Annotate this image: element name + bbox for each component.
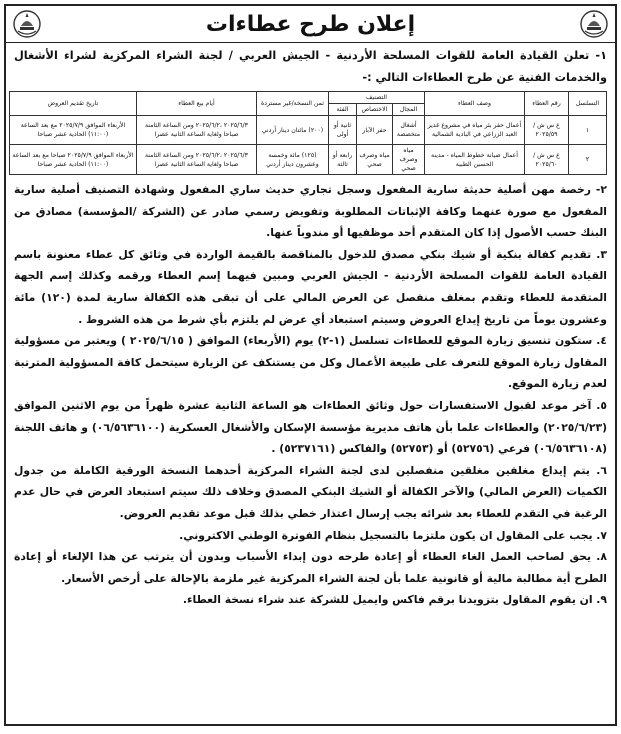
- cell-tender-no: ع س ش / ٢٠٢٥/٦٠: [525, 145, 569, 175]
- condition-item: ٧. يجب على المقاول ان يكون ملتزما بالتسجيل بنظام الفوترة الوطني الاكتروني.: [179, 528, 607, 542]
- cell-description: أعمال حفر بئر مياه في مشروع غدير العبد الزراعي في البادية الشمالية: [425, 116, 525, 145]
- condition-item: ٦. يتم إيداع مغلفين مغلقين منفصلين لدى لجنة الشراء المركزية أحدهما النسخة الورقية الكاملة من جدول الكميات (العرض المالي) والآخر الكفالة أو الشيك البنكي المصدق وخلاف ذلك سيتم استبعاد العرض في حال عدم الرغبة في التقدم للعطاء بعد شرائه يجب إرسال اعتذار خطي بذلك قبل موعد تقديم العروض.: [14, 463, 607, 520]
- cell-category: رابعة أو ثالثة: [328, 145, 356, 175]
- header-copy-price: ثمن النسخة/غير مستردة: [256, 92, 328, 116]
- tenders-table: [9, 91, 607, 175]
- condition-item: ٨. يحق لصاحب العمل الغاء العطاء أو إعادة طرحه دون إبداء الأسباب وبدون أن يترتب عن هذا الإلغاء أو إعادة الطرح أية مطالبة مالية أو قانونية علما بأن لجنة الشراء المركزية غير ملزمة بالإحالة على أرخص الأسعار.: [14, 550, 607, 585]
- cell-submission: الأربعاء الموافق ٢٠٢٥/٧/٩ صباحا مع بعد الساعة (١١:٠٠) الحادية عشر صباحا: [9, 145, 136, 175]
- condition-item: ٩. ان يقوم المقاول بتزويدنا برقم فاكس وايميل للشركة عند شراء نسخة العطاء.: [182, 593, 607, 607]
- cell-copy-price: (١٢٥) مائة وخمسة وعشرون دينار أردني: [256, 145, 328, 175]
- table-row: [9, 145, 606, 175]
- cell-submission: الأربعاء الموافق ٢٠٢٥/٧/٩ مع بعد الساعة (١١:٠٠) الحادية عشر صباحا: [9, 116, 136, 145]
- cell-seq: ٢: [569, 145, 607, 175]
- cell-description: أعمال صيانة خطوط المياه - مدينة الحسين الطبية: [425, 145, 525, 175]
- table-header-row: [9, 92, 606, 104]
- header-seq: التسلسل: [569, 92, 607, 116]
- table-row: [9, 116, 606, 145]
- header-sale-days: أيام بيع العطاء: [136, 92, 256, 116]
- cell-field: مياه وصرف صحي: [393, 145, 425, 175]
- cell-specialty: مياه وصرف صحي: [357, 145, 393, 175]
- cell-specialty: حفر الآبار: [357, 116, 393, 145]
- condition-item: ٣. تقديم كفالة بنكية أو شيك بنكي مصدق للدخول بالمناقصة بالقيمة الواردة في وثائق كل عطاء معنونة باسم القيادة العامة للقوات المسلحة الأردنية - الجيش العربي ومبين فيهما إسم العطاء ورقمه وكذلك إسم الجهة المتقدمة للعطاء وتقدم بمغلف منفصل عن العرض المالي على أن تبقى هذه الكفالة سارية لمدة (١٢٠) مائة وعشرون يوماً من تاريخ إيداع العروض وسيتم استبعاد أي عرض لم يلتزم بأي شرط من هذه الشروط .: [14, 247, 607, 326]
- cell-tender-no: ع س ش / ٢٠٢٥/٥٩: [525, 116, 569, 145]
- army-emblem-icon: [12, 9, 42, 39]
- announcement-header: [6, 6, 615, 43]
- header-category: الفئة: [328, 104, 356, 116]
- cell-copy-price: (٢٠٠) مائتان دينار أردني: [256, 116, 328, 145]
- header-tender-no: رقم العطاء: [525, 92, 569, 116]
- cell-field: أشغال متخصصة: [393, 116, 425, 145]
- condition-item: ٥. آخر موعد لقبول الاستفسارات حول وثائق العطاءات هو الساعة الثانية عشرة ظهراً من يوم الاثنين الموافق (٢٠٢٥/٦/٢٣) والعطاءات علما بأن هاتف مديرية مؤسسة الإسكان والأشغال العسكرية (٠٦/٥٦٣٦١٠٠) و هاتف اللجنة (٠٦/٥٦٣٦١٠٨) فرعي (٥٢٧٥٦) أو (٥٢٧٥٣) والفاكس (٥٢٣٧١٦١) .: [14, 398, 607, 456]
- condition-item: ٤. ستكون تنسيق زيارة الموقع للعطاءات تسلسل (١-٢) يوم (الأربعاء) الموافق ( ٢٠٢٥/٦/١٥ ) ويعتبر من مسؤولية المقاول زيارة الموقع للتعرف على طبيعة الأعمال وكل من يستنكف عن الزيارة سيتحمل كافة المسؤولية المترتبة لعدم زيارة الموقع.: [14, 334, 607, 391]
- intro-paragraph: ١- تعلن القيادة العامة للقوات المسلحة الأردنية - الجيش العربي / لجنة الشراء المركزية لشراء الأشغال والخدمات الفنية عن طرح العطاءات التالي :-: [14, 49, 607, 84]
- cell-seq: ١: [569, 116, 607, 145]
- condition-item: ٢- رخصة مهن أصلية حديثة سارية المفعول وسجل تجاري حديث ساري المفعول وشهادة التصنيف أصلية سارية المفعول مع صورة عنهما وكافة الإثباتات المطلوبة وتفويض رسمي صادر عن (الشركة /المؤسسة) مصادق من البنك حسب الأصول إذا كان المتقدم أحد موظفيها أو مندوباً عنها.: [14, 183, 607, 240]
- cell-sale-days: ٢٠٢٥/٦/٣ ،٢٠٢٥/٦/٢ ومن الساعة الثامنة صباحا ولغاية الساعة الثانية عصرا: [136, 145, 256, 175]
- header-classification: التصنيف: [328, 92, 424, 104]
- header-specialty: الاختصاص: [357, 104, 393, 116]
- page-title: إعلان طرح عطاءات: [205, 11, 416, 37]
- conditions-list: [6, 175, 615, 611]
- header-field: المجال: [393, 104, 425, 116]
- army-emblem-icon: [579, 9, 609, 39]
- header-description: وصف العطاء: [425, 92, 525, 116]
- cell-sale-days: ٢٠٢٥/٦/٣ ،٢٠٢٥/٦/٢ ومن الساعة الثامنة صباحا ولغاية الساعة الثانية عصرا: [136, 116, 256, 145]
- announcement-page: [4, 4, 617, 726]
- header-submission: تاريخ تقديم العروض: [9, 92, 136, 116]
- cell-category: ثانية أو أولى: [328, 116, 356, 145]
